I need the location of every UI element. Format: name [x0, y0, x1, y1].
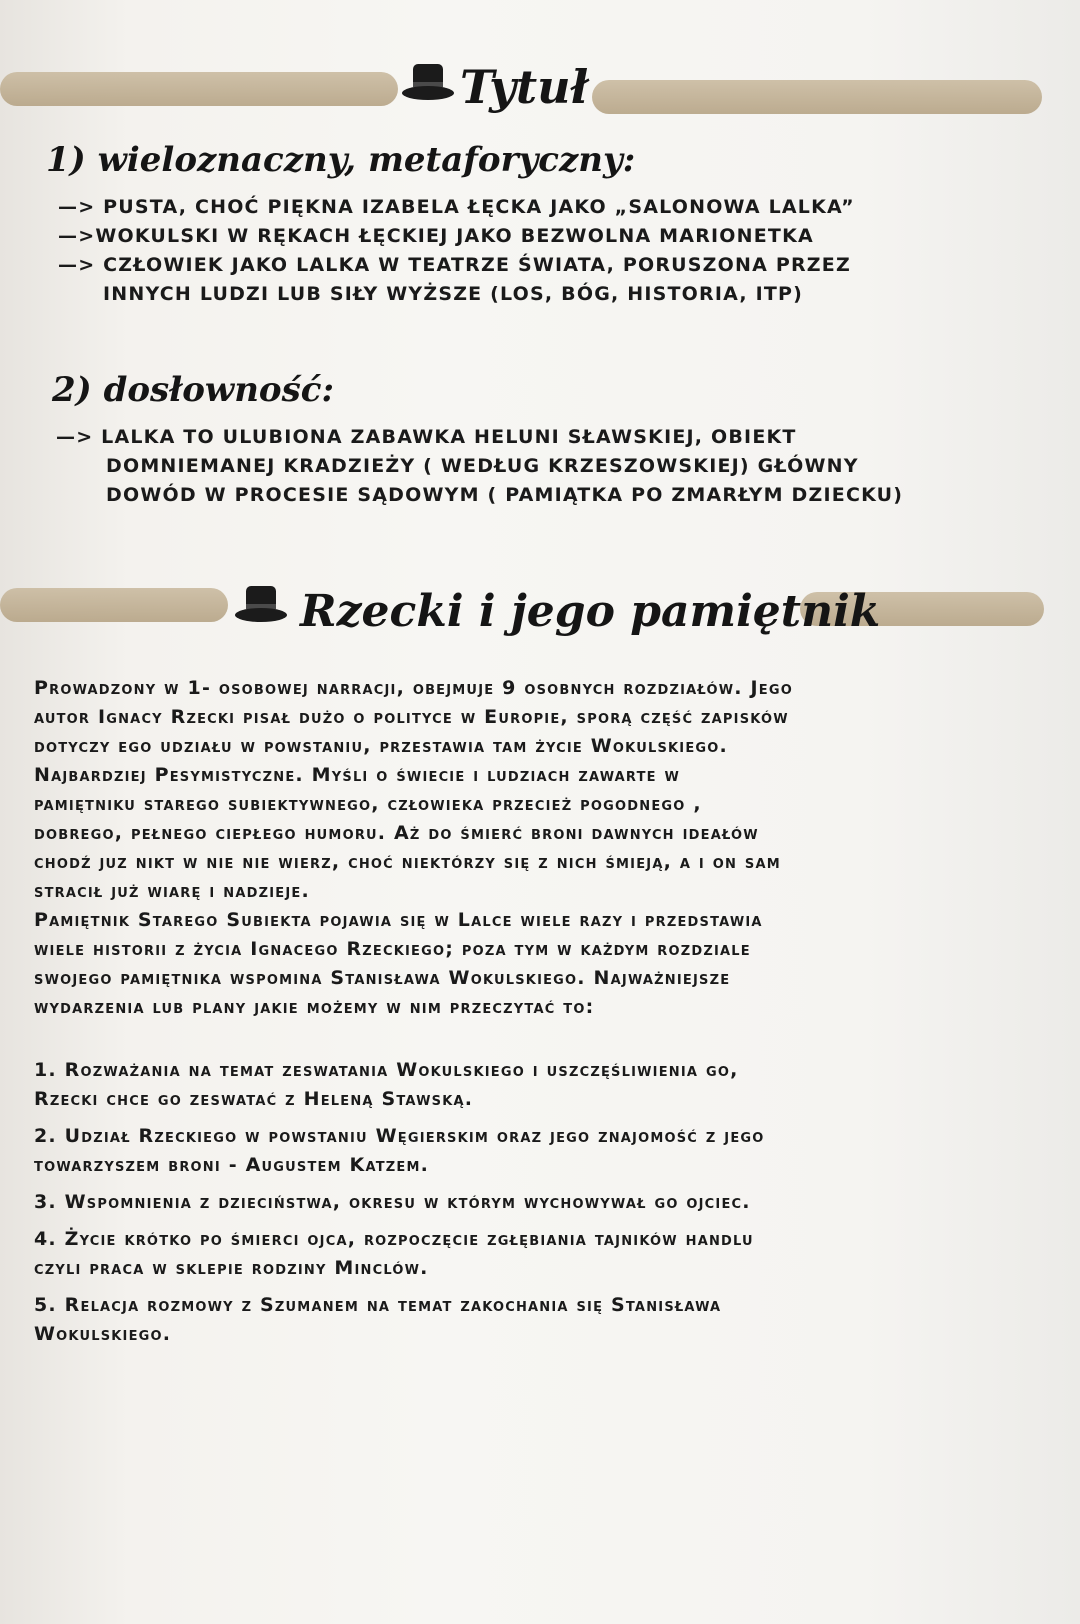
- list-item: —>WOKULSKI W RĘKACH ŁĘCKIEJ JAKO BEZWOLNA MARIONETKA: [58, 225, 814, 247]
- paragraph-line: Prowadzony w 1- osobowej narracji, obejmuje 9 osobnych rozdziałów. Jego: [34, 677, 793, 699]
- list-item-1: 1. Rozważania na temat zeswatania Wokulskiego i uszczęśliwienia go, Rzecki chce go zeswatać z Heleną Stawską.: [34, 1059, 739, 1110]
- paragraph-line: Pamiętnik Starego Subiekta pojawia się w Lalce wiele razy i przedstawia: [34, 909, 763, 931]
- list-item: INNYCH LUDZI LUB SIŁY WYŻSZE (LOS, BÓG, HISTORIA, ITP): [103, 283, 804, 305]
- list-item-2: 2. Udział Rzeckiego w powstaniu Węgierskim oraz jego znajomość z jego towarzyszem broni - Augustem Katzem.: [34, 1125, 765, 1176]
- paragraph-line: chodź juz nikt w nie nie wierz, choć niektórzy się z nich śmieją, a i on sam: [34, 851, 781, 873]
- paragraph-line: pamiętniku starego subiektywnego, człowieka przecież pogodnego ,: [34, 793, 702, 815]
- paragraph-line: autor Ignacy Rzecki pisał dużo o polityce w Europie, sporą część zapisków: [34, 706, 789, 728]
- list-item: DOMNIEMANEJ KRADZIEŻY ( WEDŁUG KRZESZOWSKIEJ) GŁÓWNY: [106, 455, 859, 477]
- paragraph-line: dotyczy ego udziału w powstaniu, przestawia tam życie Wokulskiego.: [34, 735, 728, 757]
- header-bar-left-2: [0, 588, 228, 622]
- paragraph-line: Najbardziej Pesymistyczne. Myśli o świecie i ludziach zawarte w: [34, 764, 681, 786]
- list-item: —> CZŁOWIEK JAKO LALKA W TEATRZE ŚWIATA, PORUSZONA PRZEZ: [58, 254, 851, 276]
- section-title-tytul: Tytuł: [460, 60, 589, 114]
- header-bar-right: [592, 80, 1042, 114]
- paragraph-line: wydarzenia lub plany jakie możemy w nim przeczytać to:: [34, 996, 595, 1018]
- section-title-rzecki: Rzecki i jego pamiętnik: [300, 586, 881, 637]
- events-list: [34, 1056, 1049, 1357]
- top-hat-icon-2: [233, 584, 289, 624]
- list-item-3: 3. Wspomnienia z dzieciństwa, okresu w którym wychowywał go ojciec.: [34, 1191, 751, 1213]
- metaphorical-list: [58, 193, 855, 309]
- paragraph-diary-events: [34, 906, 1049, 1022]
- subheading-metaphorical: 1) wieloznaczny, metaforyczny:: [46, 140, 636, 180]
- list-item: —> PUSTA, CHOĆ PIĘKNA IZABELA ŁĘCKA JAKO „SALONOWA LALKA”: [58, 196, 855, 218]
- literal-list: [56, 423, 903, 510]
- paragraph-line: wiele historii z życia Ignacego Rzeckiego; poza tym w każdym rozdziale: [34, 938, 751, 960]
- list-item: —> LALKA TO ULUBIONA ZABAWKA HELUNI SŁAWSKIEJ, OBIEKT: [56, 426, 797, 448]
- paragraph-line: dobrego, pełnego ciepłego humoru. Aż do śmierć broni dawnych ideałów: [34, 822, 759, 844]
- list-item: DOWÓD W PROCESIE SĄDOWYM ( PAMIĄTKA PO ZMARŁYM DZIECKU): [106, 484, 904, 506]
- header-bar-left: [0, 72, 398, 106]
- list-item-4: 4. Życie krótko po śmierci ojca, rozpoczęcie zgłębiania tajników handlu czyli praca w sklepie rodziny Minclów.: [34, 1228, 754, 1279]
- top-hat-icon: [400, 62, 456, 102]
- paragraph-line: swojego pamiętnika wspomina Stanisława Wokulskiego. Najważniejsze: [34, 967, 731, 989]
- list-item-5: 5. Relacja rozmowy z Szumanem na temat zakochania się Stanisława Wokulskiego.: [34, 1294, 722, 1345]
- paragraph-line: stracił już wiarę i nadzieje.: [34, 880, 310, 902]
- subheading-literal: 2) dosłowność:: [52, 370, 334, 410]
- paragraph-diary-intro: [34, 674, 1049, 906]
